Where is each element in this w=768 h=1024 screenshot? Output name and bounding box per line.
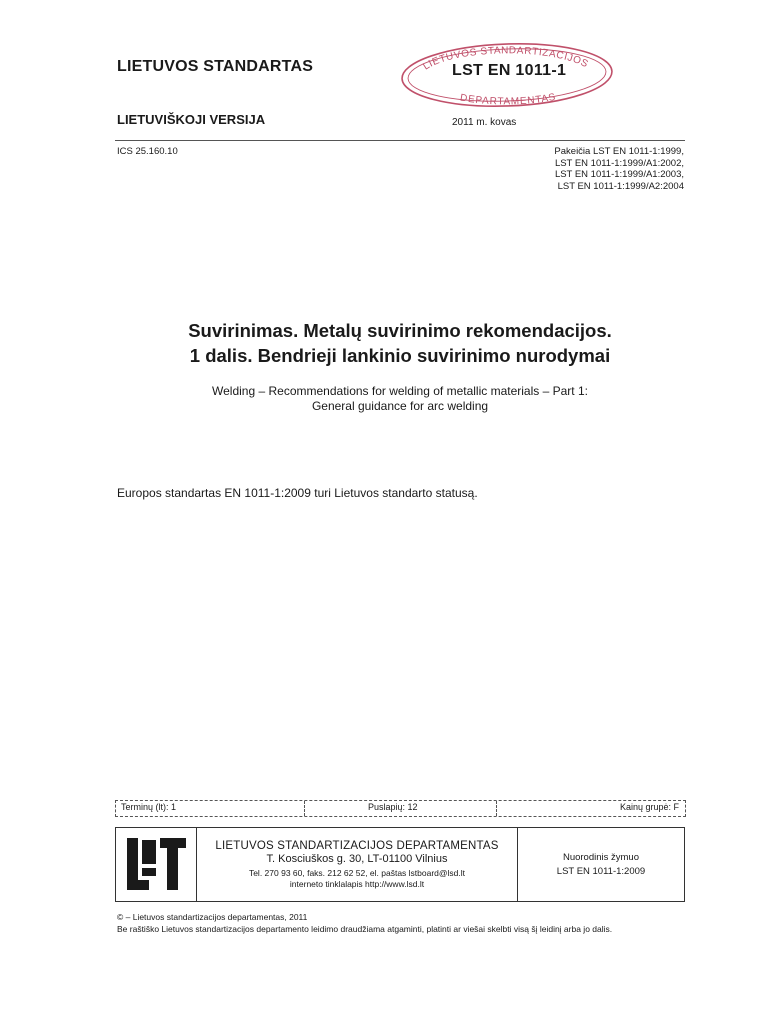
department-address: T. Kosciuškos g. 30, LT-01100 Vilnius xyxy=(266,853,448,865)
info-bar-separator xyxy=(496,801,497,816)
replaces-line: LST EN 1011-1:1999/A2:2004 xyxy=(557,180,684,192)
version-label: LIETUVIŠKOJI VERSIJA xyxy=(117,112,266,127)
status-statement: Europos standartas EN 1011-1:2009 turi Lietuvos standarto statusą. xyxy=(117,486,478,500)
terms-count: Terminų (lt): 1 xyxy=(121,802,177,812)
title-lithuanian xyxy=(100,318,700,368)
svg-text:DEPARTAMENTAS xyxy=(459,92,557,108)
info-bar xyxy=(115,800,686,817)
price-group: Kainų grupė: F xyxy=(619,802,679,812)
reference-label: Nuorodinis žymuo xyxy=(562,852,640,863)
stamp-text-top: LIETUVOS STANDARTIZACIJOS xyxy=(421,45,591,73)
contacts-phone-email: Tel. 270 93 60, faks. 212 62 52, el. paštas lstboard@lsd.lt xyxy=(248,868,466,878)
copyright-notice: © – Lietuvos standartizacijos departamentas, 2011 xyxy=(117,912,308,922)
title-en-line-1: Welding – Recommendations for welding of metallic materials – Part 1: xyxy=(212,384,588,398)
lst-logo-cell xyxy=(116,828,197,901)
reproduction-notice: Be raštiško Lietuvos standartizacijos departamento leidimo draudžiama atgaminti, platinti ar viešai skelbti visą šį leidinį arba jo dalis. xyxy=(117,924,613,934)
contacts-website: interneto tinklalapis http://www.lsd.lt xyxy=(289,878,425,889)
standard-number: LST EN 1011-1 xyxy=(452,62,567,79)
department-name: LIETUVOS STANDARTIZACIJOS DEPARTAMENTAS xyxy=(215,840,499,852)
organization-title: LIETUVOS STANDARTAS xyxy=(117,58,314,75)
page-count: Puslapių: 12 xyxy=(368,802,418,812)
publisher-box xyxy=(115,827,685,902)
replaces-line: LST EN 1011-1:1999/A1:2003, xyxy=(554,169,684,180)
lst-logo xyxy=(116,828,196,901)
department-contacts xyxy=(197,868,517,889)
replaces-line: Pakeičia LST EN 1011-1:1999, xyxy=(554,146,684,157)
info-bar-separator xyxy=(304,801,305,816)
title-lt-line-1: Suvirinimas. Metalų suvirinimo rekomendacijos. xyxy=(188,320,612,341)
department-info xyxy=(197,828,518,901)
publication-date: 2011 m. kovas xyxy=(452,117,517,128)
header-divider xyxy=(115,140,685,141)
title-english xyxy=(100,384,700,414)
reference-designation xyxy=(518,828,684,901)
ics-code: ICS 25.160.10 xyxy=(117,146,178,157)
title-en-line-2: General guidance for arc welding xyxy=(311,399,489,413)
title-lt-line-2: 1 dalis. Bendrieji lankinio suvirinimo nurodymai xyxy=(189,345,611,366)
replaces-list xyxy=(554,146,684,192)
stamp-text-bottom: DEPARTAMENTAS xyxy=(459,91,558,108)
reference-value: LST EN 1011-1:2009 xyxy=(556,866,646,877)
replaces-line: LST EN 1011-1:1999/A1:2002, xyxy=(554,157,684,169)
